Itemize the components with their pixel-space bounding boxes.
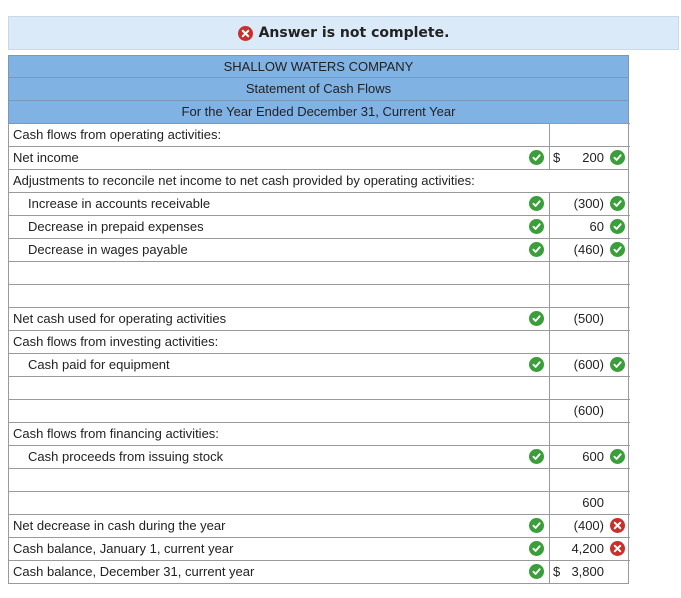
check-circle-icon bbox=[529, 564, 544, 579]
amount-input[interactable] bbox=[549, 330, 630, 353]
row-label: Net income bbox=[13, 150, 79, 165]
cash-flow-statement-table bbox=[8, 55, 629, 584]
x-circle-icon bbox=[610, 541, 625, 556]
statement-row bbox=[8, 423, 629, 446]
statement-period: For the Year Ended December 31, Current Year bbox=[8, 101, 629, 124]
amount-input[interactable] bbox=[549, 192, 630, 215]
check-circle-icon bbox=[610, 357, 625, 372]
amount-input[interactable] bbox=[549, 560, 630, 583]
check-circle-icon bbox=[610, 150, 625, 165]
amount-input[interactable] bbox=[549, 376, 630, 399]
statement-row bbox=[8, 124, 629, 147]
check-circle-icon bbox=[529, 541, 544, 556]
statement-row bbox=[8, 239, 629, 262]
amount-value: 4,200 bbox=[571, 541, 604, 556]
check-circle-icon bbox=[529, 196, 544, 211]
amount-value: (400) bbox=[573, 518, 604, 533]
row-label: Net decrease in cash during the year bbox=[13, 518, 226, 533]
amount-input[interactable] bbox=[549, 537, 630, 560]
statement-row bbox=[8, 308, 629, 331]
row-label: Increase in accounts receivable bbox=[28, 196, 211, 211]
check-circle-icon bbox=[529, 150, 544, 165]
amount-value: 200 bbox=[582, 150, 604, 165]
check-circle-icon bbox=[610, 196, 625, 211]
check-circle-icon bbox=[529, 242, 544, 257]
company-name: SHALLOW WATERS COMPANY bbox=[8, 55, 629, 78]
amount-input[interactable] bbox=[549, 146, 630, 169]
amount-value: (300) bbox=[573, 196, 604, 211]
row-label: Adjustments to reconcile net income to net cash provided by operating activities: bbox=[13, 173, 475, 188]
amount-input[interactable] bbox=[549, 422, 630, 445]
amount-value: 60 bbox=[589, 219, 604, 234]
amount-input[interactable] bbox=[549, 514, 630, 537]
amount-input[interactable] bbox=[549, 353, 630, 376]
row-label: Cash balance, January 1, current year bbox=[13, 541, 234, 556]
x-circle-icon bbox=[238, 26, 253, 41]
statement-row bbox=[8, 216, 629, 239]
amount-input[interactable] bbox=[549, 399, 630, 422]
statement-title: Statement of Cash Flows bbox=[8, 78, 629, 101]
statement-row bbox=[8, 331, 629, 354]
amount-input[interactable] bbox=[549, 123, 630, 146]
amount-value: 3,800 bbox=[571, 564, 604, 579]
statement-row bbox=[8, 262, 629, 285]
check-circle-icon bbox=[529, 357, 544, 372]
statement-row bbox=[8, 515, 629, 538]
statement-row bbox=[8, 285, 629, 308]
amount-value: (600) bbox=[573, 357, 604, 372]
row-label: Cash balance, December 31, current year bbox=[13, 564, 255, 579]
statement-row bbox=[8, 354, 629, 377]
row-label: Decrease in wages payable bbox=[28, 242, 188, 257]
statement-row bbox=[8, 147, 629, 170]
check-circle-icon bbox=[610, 219, 625, 234]
check-circle-icon bbox=[529, 219, 544, 234]
answer-status-banner bbox=[8, 16, 679, 50]
statement-row bbox=[8, 469, 629, 492]
check-circle-icon bbox=[610, 449, 625, 464]
amount-value: 600 bbox=[582, 449, 604, 464]
answer-status-text: Answer is not complete. bbox=[258, 25, 450, 41]
amount-value: (460) bbox=[573, 242, 604, 257]
row-label: Cash proceeds from issuing stock bbox=[28, 449, 224, 464]
check-circle-icon bbox=[529, 311, 544, 326]
row-label: Cash flows from operating activities: bbox=[13, 127, 222, 142]
x-circle-icon bbox=[610, 518, 625, 533]
amount-input[interactable] bbox=[549, 307, 630, 330]
statement-row bbox=[8, 377, 629, 400]
amount-input[interactable] bbox=[549, 215, 630, 238]
row-label: Cash flows from financing activities: bbox=[13, 426, 219, 441]
amount-input[interactable] bbox=[549, 491, 630, 514]
statement-row bbox=[8, 193, 629, 216]
statement-row bbox=[8, 446, 629, 469]
row-label: Decrease in prepaid expenses bbox=[28, 219, 204, 234]
row-label: Net cash used for operating activities bbox=[13, 311, 227, 326]
statement-row bbox=[8, 561, 629, 584]
amount-input[interactable] bbox=[549, 284, 630, 307]
check-circle-icon bbox=[529, 518, 544, 533]
statement-row bbox=[8, 538, 629, 561]
statement-row bbox=[8, 492, 629, 515]
amount-value: (600) bbox=[573, 403, 604, 418]
amount-value: 600 bbox=[582, 495, 604, 510]
dollar-sign: $ bbox=[553, 150, 561, 165]
dollar-sign: $ bbox=[553, 564, 561, 579]
statement-row bbox=[8, 400, 629, 423]
amount-input[interactable] bbox=[549, 238, 630, 261]
amount-input[interactable] bbox=[549, 261, 630, 284]
statement-row bbox=[8, 170, 629, 193]
check-circle-icon bbox=[529, 449, 544, 464]
row-label: Cash flows from investing activities: bbox=[13, 334, 219, 349]
row-label: Cash paid for equipment bbox=[28, 357, 170, 372]
check-circle-icon bbox=[610, 242, 625, 257]
amount-input[interactable] bbox=[549, 445, 630, 468]
amount-input[interactable] bbox=[549, 468, 630, 491]
amount-value: (500) bbox=[573, 311, 604, 326]
